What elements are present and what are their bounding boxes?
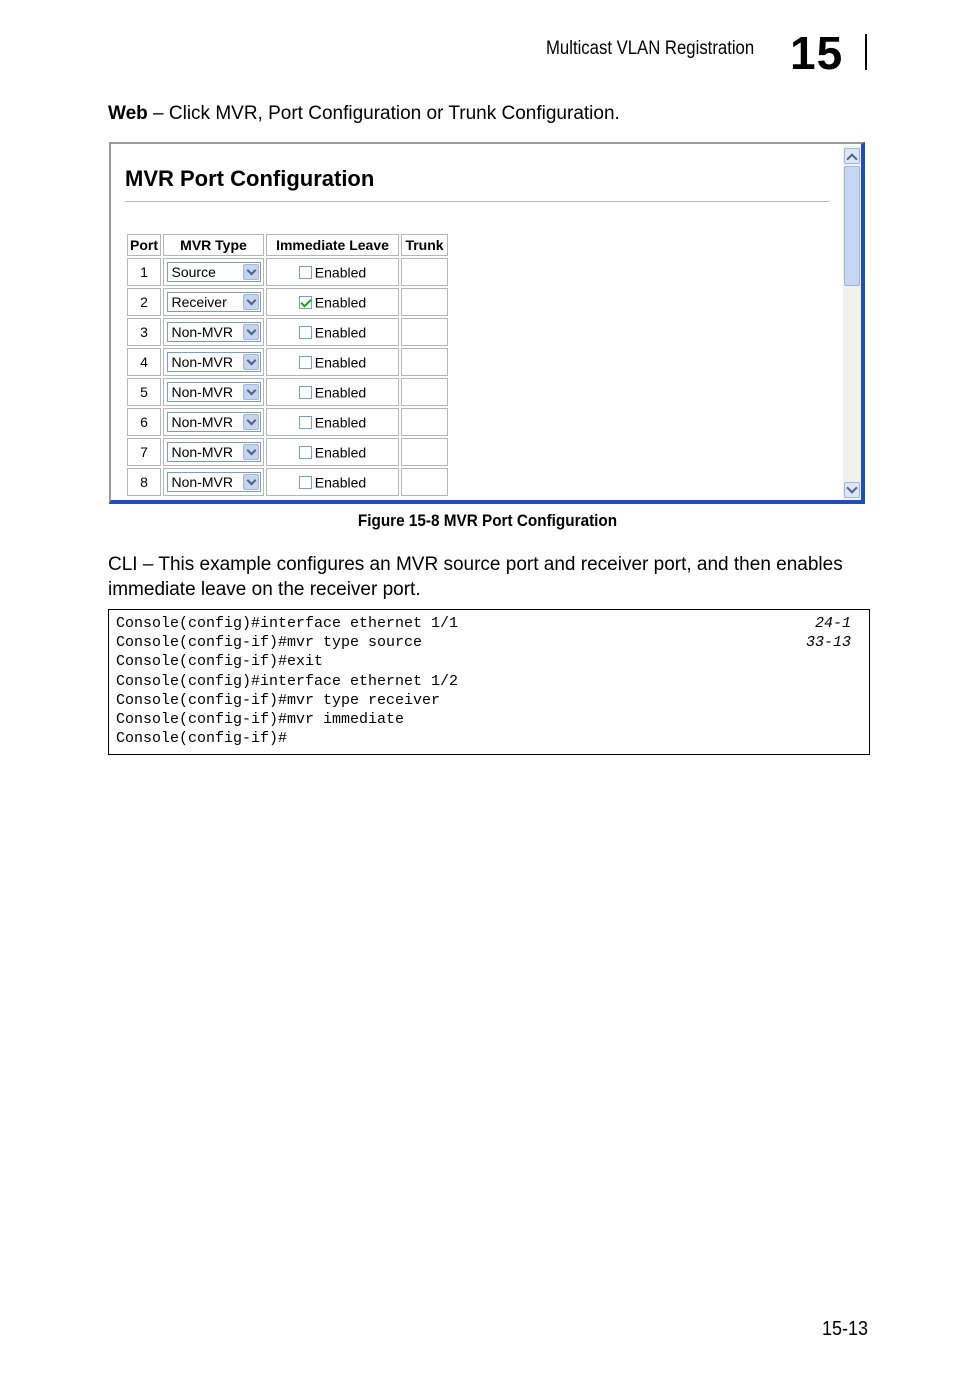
chevron-down-icon[interactable] bbox=[243, 414, 259, 430]
mvr-type-value: Non-MVR bbox=[171, 444, 233, 460]
page-ref: 33-13 bbox=[805, 634, 851, 651]
mvr-type-cell bbox=[163, 258, 264, 286]
trunk-cell bbox=[401, 288, 448, 316]
port-cell: 6 bbox=[127, 408, 161, 436]
mvr-type-value: Non-MVR bbox=[171, 414, 233, 430]
port-cell: 8 bbox=[127, 468, 161, 496]
immediate-leave-cell bbox=[266, 348, 399, 376]
chevron-down-icon bbox=[846, 482, 857, 493]
trunk-cell bbox=[401, 258, 448, 286]
scroll-up-button[interactable] bbox=[844, 148, 860, 164]
enabled-label: Enabled bbox=[314, 414, 367, 431]
code-line: Console(config-if)#mvr immediate bbox=[116, 711, 405, 728]
immediate-leave-cell bbox=[266, 318, 399, 346]
title-divider bbox=[125, 201, 829, 202]
screenshot-title: MVR Port Configuration bbox=[125, 166, 375, 191]
cli-code-block bbox=[108, 609, 870, 755]
immediate-leave-cell bbox=[266, 438, 399, 466]
immediate-leave-cell bbox=[266, 468, 399, 496]
mvr-type-select[interactable] bbox=[167, 382, 261, 402]
immediate-leave-checkbox[interactable] bbox=[299, 446, 312, 459]
immediate-leave-checkbox[interactable] bbox=[299, 416, 312, 429]
code-line: Console(config-if)#mvr type receiver bbox=[116, 692, 441, 709]
page-number: 15-13 bbox=[822, 1318, 869, 1340]
trunk-cell bbox=[401, 318, 448, 346]
mvr-type-value: Non-MVR bbox=[171, 384, 233, 400]
table-row bbox=[127, 438, 448, 466]
chevron-down-icon[interactable] bbox=[243, 474, 259, 490]
immediate-leave-checkbox[interactable] bbox=[299, 326, 312, 339]
intro-bold: Web bbox=[108, 103, 148, 124]
running-header-title: Multicast VLAN Registration bbox=[546, 38, 755, 59]
enabled-label: Enabled bbox=[314, 354, 367, 371]
trunk-cell bbox=[401, 378, 448, 406]
port-cell: 2 bbox=[127, 288, 161, 316]
chapter-rule bbox=[865, 34, 867, 70]
mvr-port-config-screenshot bbox=[109, 142, 865, 504]
mvr-type-select[interactable] bbox=[167, 412, 261, 432]
chevron-up-icon bbox=[846, 153, 857, 164]
mvr-type-select[interactable] bbox=[167, 472, 261, 492]
mvr-type-cell bbox=[163, 348, 264, 376]
col-mvr-type: MVR Type bbox=[163, 234, 264, 256]
intro-paragraph bbox=[108, 103, 620, 125]
enabled-label: Enabled bbox=[314, 324, 367, 341]
table-row bbox=[127, 348, 448, 376]
mvr-type-value: Non-MVR bbox=[171, 354, 233, 370]
chevron-down-icon[interactable] bbox=[243, 294, 259, 310]
scroll-thumb[interactable] bbox=[844, 166, 860, 286]
table-row bbox=[127, 288, 448, 316]
col-port: Port bbox=[127, 234, 161, 256]
chevron-down-icon[interactable] bbox=[243, 354, 259, 370]
col-trunk: Trunk bbox=[401, 234, 448, 256]
enabled-label: Enabled bbox=[314, 474, 367, 491]
table-row bbox=[127, 378, 448, 406]
immediate-leave-cell bbox=[266, 408, 399, 436]
enabled-label: Enabled bbox=[314, 264, 367, 281]
chevron-down-icon[interactable] bbox=[243, 264, 259, 280]
mvr-type-cell bbox=[163, 408, 264, 436]
mvr-type-select[interactable] bbox=[167, 262, 261, 282]
figure-caption: Figure 15-8 MVR Port Configuration bbox=[357, 511, 618, 530]
trunk-cell bbox=[401, 468, 448, 496]
port-cell: 3 bbox=[127, 318, 161, 346]
immediate-leave-cell bbox=[266, 258, 399, 286]
immediate-leave-cell bbox=[266, 378, 399, 406]
table-row bbox=[127, 318, 448, 346]
mvr-type-cell bbox=[163, 378, 264, 406]
port-cell: 1 bbox=[127, 258, 161, 286]
chapter-number: 15 bbox=[790, 27, 844, 79]
mvr-type-select[interactable] bbox=[167, 322, 261, 342]
trunk-cell bbox=[401, 348, 448, 376]
intro-text: – Click MVR, Port Configuration or Trunk Configuration. bbox=[147, 103, 620, 124]
code-line: Console(config-if)#exit bbox=[116, 653, 324, 670]
page-ref: 24-1 bbox=[814, 615, 851, 632]
cli-paragraph: CLI – This example configures an MVR source port and receiver port, and then enables immediate leave on the receiver port. bbox=[108, 554, 843, 600]
immediate-leave-checkbox[interactable] bbox=[299, 476, 312, 489]
mvr-type-cell bbox=[163, 288, 264, 316]
mvr-type-value: Non-MVR bbox=[171, 324, 233, 340]
mvr-type-value: Source bbox=[171, 264, 216, 280]
immediate-leave-checkbox[interactable] bbox=[299, 266, 312, 279]
trunk-cell bbox=[401, 408, 448, 436]
mvr-type-cell bbox=[163, 468, 264, 496]
mvr-port-table bbox=[125, 232, 450, 498]
code-line: Console(config-if)#mvr type source bbox=[116, 634, 423, 651]
mvr-type-select[interactable] bbox=[167, 442, 261, 462]
table-row bbox=[127, 468, 448, 496]
mvr-type-select[interactable] bbox=[167, 292, 261, 312]
immediate-leave-checkbox[interactable] bbox=[299, 296, 312, 309]
mvr-type-select[interactable] bbox=[167, 352, 261, 372]
code-line: Console(config)#interface ethernet 1/1 bbox=[116, 615, 459, 632]
port-cell: 7 bbox=[127, 438, 161, 466]
trunk-cell bbox=[401, 438, 448, 466]
immediate-leave-checkbox[interactable] bbox=[299, 386, 312, 399]
mvr-type-value: Non-MVR bbox=[171, 474, 233, 490]
chevron-down-icon[interactable] bbox=[243, 384, 259, 400]
mvr-type-cell bbox=[163, 438, 264, 466]
port-cell: 5 bbox=[127, 378, 161, 406]
col-immediate-leave: Immediate Leave bbox=[266, 234, 399, 256]
code-line: Console(config)#interface ethernet 1/2 bbox=[116, 673, 459, 690]
enabled-label: Enabled bbox=[314, 294, 367, 311]
table-row bbox=[127, 258, 448, 286]
table-row bbox=[127, 408, 448, 436]
vertical-scrollbar[interactable] bbox=[843, 146, 861, 500]
code-line: Console(config-if)# bbox=[116, 730, 288, 747]
port-cell: 4 bbox=[127, 348, 161, 376]
mvr-type-value: Receiver bbox=[171, 294, 227, 310]
enabled-label: Enabled bbox=[314, 384, 367, 401]
immediate-leave-checkbox[interactable] bbox=[299, 356, 312, 369]
mvr-type-cell bbox=[163, 318, 264, 346]
scroll-down-button[interactable] bbox=[844, 482, 860, 498]
chevron-down-icon[interactable] bbox=[243, 324, 259, 340]
enabled-label: Enabled bbox=[314, 444, 367, 461]
immediate-leave-cell bbox=[266, 288, 399, 316]
chevron-down-icon[interactable] bbox=[243, 444, 259, 460]
